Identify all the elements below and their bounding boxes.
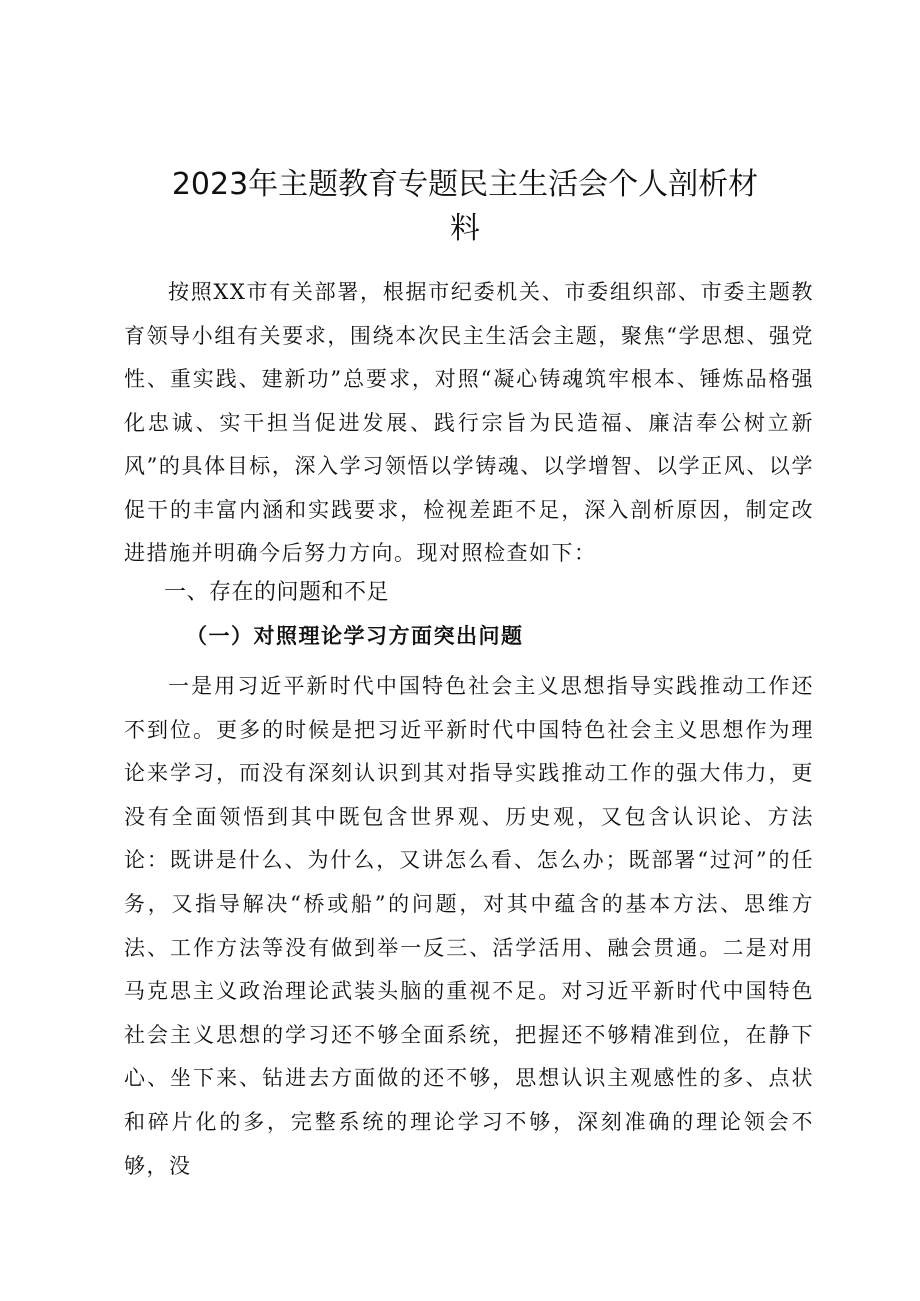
- theory-study-paragraph: 一是用习近平新时代中国特色社会主义思想指导实践推动工作还不到位。更多的时候是把习近平新时代中国特色社会主义思想作为理论来学习，而没有深刻认识到其对指导实践推动工作的强大伟力，更没有全面领悟到其中既包含世界观、历史观，又包含认识论、方法论：既讲是什么、为什么，又讲怎么看、怎么办；既部署“过河”的任务，又指导解决“桥或船”的问题，对其中蕴含的基本方法、思维方法、工作方法等没有做到举一反三、活学活用、融会贯通。二是对用马克思主义政治理论武装头脑的重视不足。对习近平新时代中国特色社会主义思想的学习还不够全面系统，把握还不够精准到位，在静下心、坐下来、钻进去方面做的还不够，思想认识主观感性的多、点状和碎片化的多，完整系统的理论学习不够，深刻准确的理论领会不够，没: [124, 674, 814, 1178]
- section-heading-problems: 一、存在的问题和不足: [164, 580, 390, 605]
- document-title-line-1: 2023年主题教育专题民主生活会个人剖析材: [171, 167, 759, 202]
- intro-paragraph: 按照XX市有关部署，根据市纪委机关、市委组织部、市委主题教育领导小组有关要求，围绕本次民主生活会主题，聚焦“学思想、强党性、重实践、建新功”总要求，对照“凝心铸魂筑牢根本、锤炼品格强化忠诚、实干担当促进发展、践行宗旨为民造福、廉洁奉公树立新风”的具体目标，深入学习领悟以学铸魂、以学增智、以学正风、以学促干的丰富内涵和实践要求，检视差距不足，深入剖析原因，制定改进措施并明确今后努力方向。现对照检查如下：: [124, 280, 814, 565]
- document-title: [150, 163, 780, 251]
- subsection-heading-theory-study: （一）对照理论学习方面突出问题: [186, 623, 524, 648]
- document-title-line-2: 料: [450, 211, 480, 246]
